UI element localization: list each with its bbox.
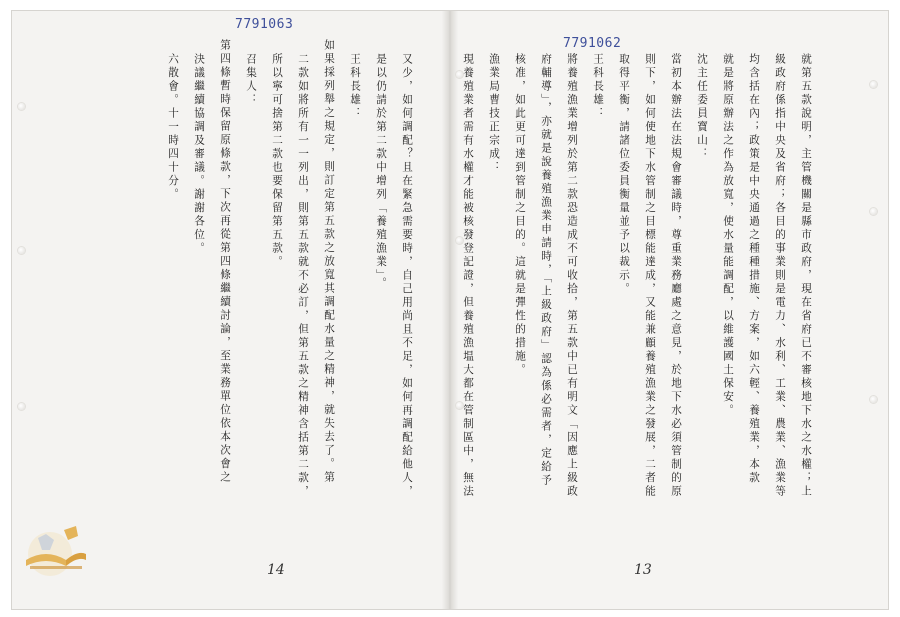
text-column: 取得平衡，請諸位委員衡量並予以裁示。 bbox=[618, 53, 630, 296]
archive-stamp-right: 7791062 bbox=[563, 36, 622, 51]
text-column: 六散會。十一時四十分。 bbox=[167, 53, 179, 202]
document-spread bbox=[12, 11, 888, 609]
page-number-14: 14 bbox=[267, 562, 285, 578]
speaker-label: 沈主任委員寶山： bbox=[696, 53, 708, 161]
text-column: 就是將原辦法之作為放寬，使水量能調配，以維護國土保安。 bbox=[722, 53, 734, 418]
text-column: 則下，如何使地下水管制之目標能達成，又能兼顧養殖漁業之發展，二者能 bbox=[644, 53, 656, 499]
punch-hole bbox=[18, 103, 25, 110]
text-column: 當初本辦法在法規會審議時，尊重業務廳處之意見，於地下水必須管制的原 bbox=[670, 53, 682, 499]
text-column: 又少，如何調配？且在緊急需要時，自己用尚且不足，如何再調配給他人， bbox=[401, 53, 413, 499]
punch-hole bbox=[870, 208, 877, 215]
page-number-13: 13 bbox=[634, 562, 652, 578]
text-column: 二款如將所有一一列出，則第五款就不必訂，但第五款之精神含括第二款， bbox=[297, 53, 309, 499]
text-column: 漁業局曹技正宗成： bbox=[488, 53, 500, 175]
text-column: 府輔導」，亦就是說養殖漁業申請時，「上級政府」認為係必需者，定給予 bbox=[540, 53, 552, 488]
text-column: 將養殖漁業增列於第二款恐造成不可收拾，第五款中已有明文「因應上級政 bbox=[566, 53, 578, 499]
text-column: 級政府係指中央及省府；各目的事業則是電力、水利、工業、農業、漁業等 bbox=[774, 53, 786, 499]
speaker-label: 第四條暫時保留原條款，下次再從第四條繼續討論，至業務單位依本次會之 bbox=[219, 39, 231, 485]
book-gutter bbox=[442, 11, 458, 609]
text-column: 均含括在內；政策是中央通過之種種措施、方案，如六輕、養殖業，本款 bbox=[748, 53, 760, 485]
speaker-label: 王科長雄： bbox=[592, 53, 604, 121]
text-column: 所以寧可捨第二款也要保留第五款。 bbox=[271, 53, 283, 269]
punch-hole bbox=[870, 396, 877, 403]
text-column: 王科長雄： bbox=[349, 53, 361, 121]
punch-hole bbox=[870, 81, 877, 88]
archive-stamp-left: 7791063 bbox=[235, 17, 294, 32]
punch-hole bbox=[18, 247, 25, 254]
text-column: 就第五款說明，主管機關是縣市政府，現在省府已不審核地下水之水權；上 bbox=[800, 53, 812, 499]
text-column: 決議繼續協調及審議。謝謝各位。 bbox=[193, 53, 205, 256]
speaker-label: 核准，如此更可達到管制之目的。這就是彈性的措施。 bbox=[514, 53, 526, 377]
text-column: 現養殖業者需有水權才能被核發登記證，但養殖漁塭大都在管制區中，無法 bbox=[462, 53, 474, 499]
text-column: 是以仍請於第二款中增列「養殖漁業」。 bbox=[375, 53, 387, 291]
speaker-label: 如果採列舉之規定，則訂定第五款之放寬其調配水量之精神，就失去了。第 bbox=[323, 39, 335, 485]
archive-logo-icon bbox=[16, 520, 90, 580]
punch-hole bbox=[18, 403, 25, 410]
text-column: 召集人： bbox=[245, 53, 257, 107]
